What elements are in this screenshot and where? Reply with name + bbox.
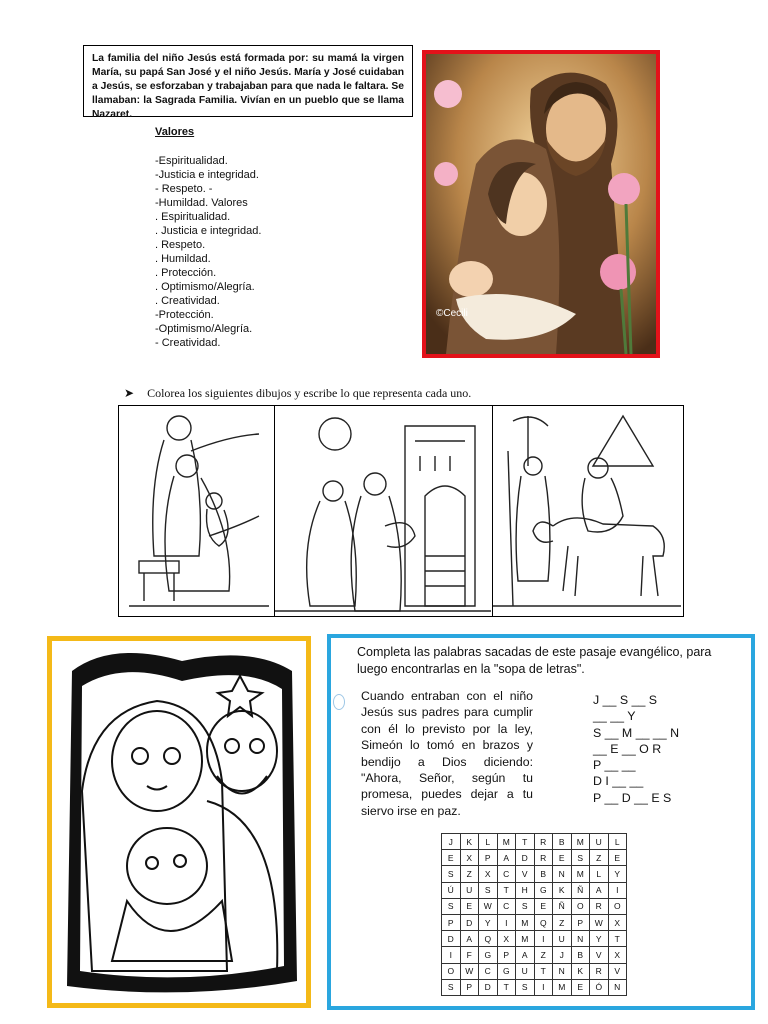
grid-row <box>442 914 627 930</box>
grid-cell[interactable]: B <box>571 947 590 963</box>
flight-to-egypt-sketch <box>493 406 681 614</box>
grid-cell[interactable]: L <box>608 834 627 850</box>
grid-cell[interactable]: Q <box>479 931 498 947</box>
fill-in-word: P __ D __ E S <box>593 790 672 805</box>
grid-cell[interactable]: T <box>534 963 553 979</box>
values-item: -Justicia e integridad. <box>155 169 259 181</box>
word-search-grid <box>441 833 627 996</box>
grid-cell[interactable]: Y <box>590 931 609 947</box>
grid-row <box>442 947 627 963</box>
grid-cell[interactable]: E <box>442 850 461 866</box>
grid-cell[interactable]: Y <box>608 866 627 882</box>
grid-cell[interactable]: X <box>479 866 498 882</box>
presentation-temple-sketch <box>275 406 491 614</box>
grid-cell[interactable]: C <box>497 866 516 882</box>
drawing-cell-presentation <box>275 406 493 616</box>
grid-cell[interactable]: M <box>516 914 535 930</box>
grid-cell[interactable]: S <box>516 979 535 995</box>
grid-cell[interactable]: E <box>460 898 479 914</box>
fill-in-word: D I __ __ <box>593 774 644 789</box>
grid-cell[interactable]: D <box>460 914 479 930</box>
holy-family-painting <box>422 50 660 358</box>
grid-cell[interactable]: C <box>479 963 498 979</box>
fill-in-word: __ E __ O R <box>593 741 662 756</box>
coloring-table <box>118 405 684 617</box>
grid-cell[interactable]: O <box>442 963 461 979</box>
grid-cell[interactable]: E <box>608 850 627 866</box>
grid-cell[interactable]: I <box>534 979 553 995</box>
grid-cell[interactable]: U <box>590 834 609 850</box>
values-list <box>155 125 375 350</box>
grid-cell[interactable]: U <box>553 931 572 947</box>
values-title: Valores <box>155 126 195 138</box>
grid-cell[interactable]: W <box>460 963 479 979</box>
fill-in-word: J __ S __ S <box>593 693 658 707</box>
grid-cell[interactable]: V <box>516 866 535 882</box>
grid-cell[interactable]: Z <box>534 947 553 963</box>
grid-cell[interactable]: B <box>534 866 553 882</box>
blue-framed-exercise <box>327 634 755 1010</box>
cartoon-holy-family-sketch <box>52 641 306 1003</box>
grid-cell[interactable]: M <box>516 931 535 947</box>
grid-cell[interactable]: M <box>571 834 590 850</box>
grid-cell[interactable]: S <box>479 882 498 898</box>
grid-cell[interactable]: S <box>571 850 590 866</box>
grid-cell[interactable]: Ó <box>590 979 609 995</box>
grid-cell[interactable]: K <box>553 882 572 898</box>
grid-cell[interactable]: G <box>479 947 498 963</box>
values-item: -Espiritualidad. <box>155 155 228 167</box>
grid-cell[interactable]: A <box>516 947 535 963</box>
grid-cell[interactable]: D <box>442 931 461 947</box>
grid-cell[interactable]: S <box>442 979 461 995</box>
grid-cell[interactable]: Y <box>479 914 498 930</box>
holy-family-sketch <box>119 406 273 614</box>
grid-row <box>442 898 627 914</box>
painting-watermark: ©Cecili <box>436 308 468 319</box>
grid-row <box>442 931 627 947</box>
values-item: . Creatividad. <box>155 295 220 307</box>
values-item: -Humildad. Valores <box>155 197 248 209</box>
drawing-cell-holy-family <box>119 406 275 616</box>
grid-cell[interactable]: Z <box>553 914 572 930</box>
grid-cell[interactable]: P <box>571 914 590 930</box>
grid-cell[interactable]: A <box>590 882 609 898</box>
grid-cell[interactable]: T <box>516 834 535 850</box>
grid-cell[interactable]: Ñ <box>553 898 572 914</box>
coloring-instruction <box>124 386 471 401</box>
grid-cell[interactable]: Ñ <box>571 882 590 898</box>
grid-row <box>442 963 627 979</box>
values-item: - Creatividad. <box>155 337 221 349</box>
grid-cell[interactable]: T <box>497 882 516 898</box>
values-item: . Protección. <box>155 267 217 279</box>
grid-cell[interactable]: P <box>460 979 479 995</box>
values-item: . Espiritualidad. <box>155 211 231 223</box>
grid-cell[interactable]: U <box>460 882 479 898</box>
grid-cell[interactable]: R <box>590 963 609 979</box>
values-item: . Respeto. <box>155 239 206 251</box>
grid-cell[interactable]: V <box>608 963 627 979</box>
grid-row <box>442 882 627 898</box>
grid-cell[interactable]: T <box>608 931 627 947</box>
grid-cell[interactable]: I <box>608 882 627 898</box>
grid-cell[interactable]: I <box>442 947 461 963</box>
grid-cell[interactable]: R <box>534 850 553 866</box>
grid-cell[interactable]: U <box>516 963 535 979</box>
grid-cell[interactable]: A <box>460 931 479 947</box>
fill-in-word: __ __ Y <box>593 709 636 724</box>
grid-cell[interactable]: E <box>571 979 590 995</box>
values-item: - Respeto. - <box>155 183 213 195</box>
grid-cell[interactable]: K <box>571 963 590 979</box>
grid-cell[interactable]: M <box>571 866 590 882</box>
grid-cell[interactable]: D <box>479 979 498 995</box>
grid-cell[interactable]: C <box>497 898 516 914</box>
grid-cell[interactable]: P <box>479 850 498 866</box>
grid-cell[interactable]: W <box>590 914 609 930</box>
values-item: -Protección. <box>155 309 214 321</box>
grid-cell[interactable]: L <box>590 866 609 882</box>
grid-cell[interactable]: Ú <box>442 882 461 898</box>
grid-cell[interactable]: H <box>516 882 535 898</box>
grid-cell[interactable]: Z <box>460 866 479 882</box>
grid-cell[interactable]: X <box>497 931 516 947</box>
grid-cell[interactable]: R <box>590 898 609 914</box>
grid-cell[interactable]: R <box>534 834 553 850</box>
grid-cell[interactable]: W <box>479 898 498 914</box>
grid-cell[interactable]: N <box>571 931 590 947</box>
grid-cell[interactable]: O <box>608 898 627 914</box>
grid-cell[interactable]: X <box>608 947 627 963</box>
fill-in-word: S __ M __ __ N <box>593 725 680 740</box>
fill-in-word: P __ __ <box>593 758 636 773</box>
grid-row <box>442 979 627 995</box>
grid-row <box>442 834 627 850</box>
grid-cell[interactable]: S <box>516 898 535 914</box>
grid-cell[interactable]: X <box>460 850 479 866</box>
grid-cell[interactable]: M <box>497 834 516 850</box>
grid-cell[interactable]: I <box>497 914 516 930</box>
grid-cell[interactable]: L <box>479 834 498 850</box>
grid-cell[interactable]: K <box>460 834 479 850</box>
grid-cell[interactable]: B <box>553 834 572 850</box>
arrow-bullet-icon: ➤ <box>124 386 135 400</box>
grid-cell[interactable]: N <box>553 963 572 979</box>
intro-text-box <box>83 45 413 120</box>
grid-cell[interactable]: N <box>608 979 627 995</box>
grid-cell[interactable]: G <box>534 882 553 898</box>
grid-cell[interactable]: O <box>571 898 590 914</box>
values-item: . Optimismo/Alegría. <box>155 281 255 293</box>
grid-cell[interactable]: X <box>608 914 627 930</box>
values-item: -Optimismo/Alegría. <box>155 323 253 335</box>
grid-cell[interactable]: I <box>534 931 553 947</box>
grid-cell[interactable]: J <box>553 947 572 963</box>
grid-cell[interactable]: G <box>497 963 516 979</box>
grid-cell[interactable]: T <box>497 979 516 995</box>
grid-cell[interactable]: J <box>442 834 461 850</box>
holy-family-illustration <box>426 54 656 354</box>
grid-cell[interactable]: P <box>497 947 516 963</box>
grid-row <box>442 850 627 866</box>
grid-cell[interactable]: M <box>553 979 572 995</box>
exercise-heading: Completa las palabras sacadas de este pasaje evangélico, para luego encontrarlas en la "sopa de letras". <box>357 645 712 676</box>
instruction-text: Colorea los siguientes dibujos y escribe lo que representa cada uno. <box>147 386 472 400</box>
drawing-cell-flight-to-egypt <box>493 406 683 616</box>
grid-cell[interactable]: E <box>553 850 572 866</box>
grid-cell[interactable]: F <box>460 947 479 963</box>
gospel-passage: Cuando entraban con el niño Jesús sus padres para cumplir con él lo previsto por la ley, Simeón lo tomó en brazos y bendijo a Dios diciendo: "Ahora, Señor, según tu promesa, puedes dejar a tu siervo irse en paz. <box>361 689 533 818</box>
values-item: . Humildad. <box>155 253 211 265</box>
grid-cell[interactable]: D <box>516 850 535 866</box>
grid-cell[interactable]: A <box>497 850 516 866</box>
intro-paragraph: La familia del niño Jesús está formada por: su mamá la virgen María, su papá San José y el niño Jesús. María y José cuidaban a Jesús, se esforzaban y trabajaban para que nada le faltara. Se llamaban: la Sagrada Familia. Vivían en un pueblo que se llama Nazaret. <box>92 53 404 120</box>
fill-in-words <box>593 692 679 806</box>
grid-cell[interactable]: N <box>553 866 572 882</box>
grid-cell[interactable]: S <box>442 898 461 914</box>
grid-cell[interactable]: Q <box>534 914 553 930</box>
grid-row <box>442 866 627 882</box>
bubble-icon <box>333 694 345 710</box>
grid-cell[interactable]: E <box>534 898 553 914</box>
yellow-framed-coloring-page <box>47 636 311 1008</box>
grid-cell[interactable]: P <box>442 914 461 930</box>
values-item: . Justicia e integridad. <box>155 225 262 237</box>
grid-cell[interactable]: S <box>442 866 461 882</box>
grid-cell[interactable]: Z <box>590 850 609 866</box>
grid-cell[interactable]: V <box>590 947 609 963</box>
